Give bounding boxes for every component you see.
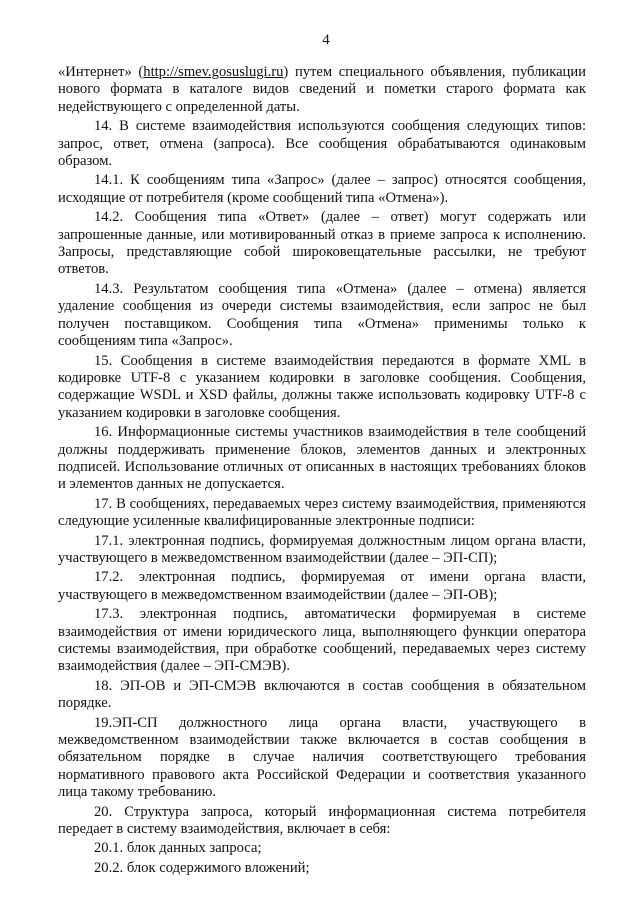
paragraph-16: 16. Информационные системы участников взаимодействия в теле сообщений должны поддерживать применение блоков, элементов данных и электронных подписей. Использование отличных от описанных в настоящих требованиях блоков и элементов данных не допускается. (58, 424, 586, 493)
paragraph-14-2: 14.2. Сообщения типа «Ответ» (далее – ответ) могут содержать или запрошенные данные, или мотивированный отказ в приеме запроса к исполнению. Запросы, представляющие собой широковещательные рассылки, не требуют ответов. (58, 209, 586, 278)
paragraph-18: 18. ЭП-ОВ и ЭП-СМЭВ включаются в состав сообщения в обязательном порядке. (58, 677, 586, 712)
paragraph-15: 15. Сообщения в системе взаимодействия передаются в формате XML в кодировке UTF-8 с указанием кодировки в заголовке сообщения. Сообщения, содержащие WSDL и XSD файлы, должны также использовать кодировку UTF-8 с указанием кодировки в заголовке сообщения. (58, 352, 586, 421)
intro-paragraph (58, 64, 586, 116)
gosuslugi-link[interactable]: http://smev.gosuslugi.ru (143, 64, 284, 80)
page-number: 4 (322, 32, 330, 48)
paragraph-20-2: 20.2. блок содержимого вложений; (94, 859, 310, 876)
paragraph-17: 17. В сообщениях, передаваемых через систему взаимодействия, применяются следующие усиленные квалифицированные электронные подписи: (58, 495, 586, 530)
paragraph-19: 19.ЭП-СП должностного лица органа власти, участвующего в межведомственном взаимодействии также включается в состав сообщения в обязательном порядке в случае наличия соответствующего требования нормативного правового акта Российской Федерации и соответствия указанного лица такому требованию. (58, 714, 586, 801)
paragraph-14-3: 14.3. Результатом сообщения типа «Отмена» (далее – отмена) является удаление сообщения из очереди системы взаимодействия, если запрос не был получен поставщиком. Сообщения типа «Отмена» применимы только к сообщениям типа «Запрос». (58, 280, 586, 350)
paragraph-17-1: 17.1. электронная подпись, формируемая должностным лицом органа власти, участвующего в межведомственном взаимодействии (далее – ЭП-СП); (58, 532, 586, 566)
intro-text-after-link: ) путем специального объявления, публикации нового формата в каталоге видов сведений и пометки старого формата как недействующего с определенной даты. (58, 64, 586, 115)
paragraph-20-1: 20.1. блок данных запроса; (94, 840, 262, 857)
paragraph-17-2: 17.2. электронная подпись, формируемая от имени органа власти, участвующего в межведомственном взаимодействии (далее – ЭП-ОВ); (58, 569, 586, 603)
paragraph-14-1: 14.1. К сообщениям типа «Запрос» (далее – запрос) относятся сообщения, исходящие от потребителя (кроме сообщений типа «Отмена»). (58, 172, 586, 206)
paragraph-14: 14. В системе взаимодействия используются сообщения следующих типов: запрос, ответ, отмена (запроса). Все сообщения обрабатываются одинаковым образом. (58, 118, 586, 170)
paragraph-17-3: 17.3. электронная подпись, автоматически формируемая в системе взаимодействия от имени юридического лица, выполняющего функции оператора системы взаимодействия, при обработке сообщений, передаваемых через систему взаимодействия (далее – ЭП-СМЭВ). (58, 606, 586, 675)
intro-text-before-link: «Интернет» ( (58, 64, 144, 80)
paragraph-20: 20. Структура запроса, который информационная система потребителя передает в систему взаимодействия, включает в себя: (58, 803, 586, 838)
document-page (58, 30, 586, 879)
